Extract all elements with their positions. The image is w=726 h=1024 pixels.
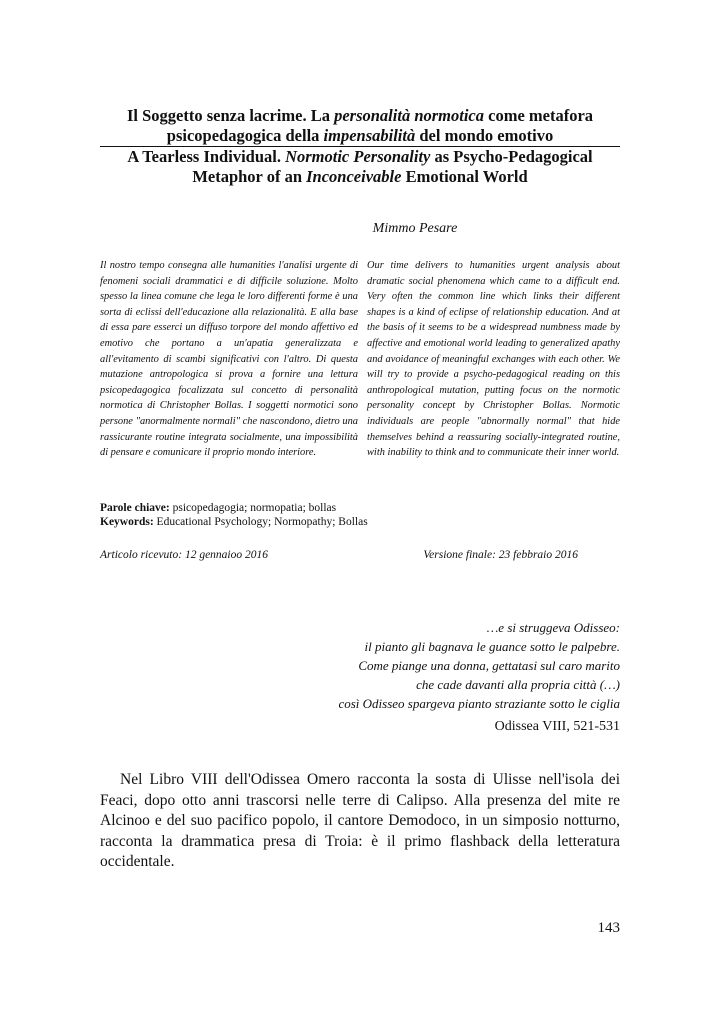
title-en-part1: A Tearless Individual. (127, 147, 286, 166)
epigraph-source: Odissea VIII, 521-531 (494, 719, 620, 734)
keywords-en-label: Keywords: (100, 516, 154, 528)
title-en-part3: as Psycho-Pedagogical (430, 147, 593, 166)
keywords-it-label: Parole chiave: (100, 502, 170, 514)
epigraph-line: il pianto gli bagnava le guance sotto le palpebre. (364, 639, 620, 654)
title-en-part4: Metaphor of an (192, 167, 307, 186)
article-dates (100, 548, 578, 563)
date-final: Versione finale: 23 febbraio 2016 (423, 549, 578, 561)
abstract-italian: Il nostro tempo consegna alle humanities l'analisi urgente di fenomeni sociali drammatici e di difficile soluzione. Molto spesso la linea comune che lega le loro differenti forme è una sorta di eclissi dell'educazione alla relazionalità. E alla base di essa pare esserci un diffuso torpore del mondo affettivo ed emotivo che portano a un'apatia generalizzata e all'evitamento di scambi significativi con l'altro. Di questa mutazione antropologica si prova a fornire una lettura psicopedagogica focalizzata sul concetto di personalità normotica di Christopher Bollas. I soggetti normotici sono persone "anormalmente normali" che nascondono, dietro una rassicurante routine integrata socialmente, una impossibilità di pensare e comunicare il proprio mondo interiore. (100, 260, 358, 459)
abstract-english: Our time delivers to humanities urgent analysis about dramatic social phenomena which came to a difficult end. Very often the common line which links their different shapes is a kind of eclipse of relationship education. And at the basis of it seems to be a widespread numbness made by affective and emotional world leading to generalized apathy and avoidance of meaningful exchanges with each other. We will try to provide a psycho-pedagogical reading on this anthropological mutation, putting focus on the normotic personality concept by Christopher Bollas. Normotic individuals are people "abnormally normal" that hide themselves behind a reassuring socially-integrated routine, with inability to think and to communicate their inner world. (367, 260, 620, 459)
title-italian (100, 106, 620, 146)
title-it-part6: del mondo emotivo (415, 126, 554, 145)
title-en-part6: Emotional World (401, 167, 528, 186)
author-name: Mimmo Pesare (372, 221, 458, 236)
date-received: Articolo ricevuto: 12 gennaioo 2016 (100, 549, 268, 561)
body-paragraph: Nel Libro VIII dell'Odissea Omero racconta la sosta di Ulisse nell'isola dei Feaci, dopo otto anni trascorsi nelle terre di Calipso. Alla presenza del mite re Alcinoo e del suo pacifico popolo, il cantore Demodoco, in un simposio notturno, racconta la drammatica presa di Troia: è il primo flashback della letteratura occidentale. (100, 771, 620, 870)
title-en-emphasis2: Inconceivable (306, 167, 402, 186)
epigraph-line: così Odisseo spargeva pianto straziante sotto le ciglia (338, 696, 620, 711)
keywords-english (100, 515, 620, 530)
title-en-emphasis1: Normotic Personality (285, 147, 431, 166)
epigraph-line: Come piange una donna, gettatasi sul caro marito (358, 658, 620, 673)
title-it-emphasis1: personalità normotica (334, 106, 484, 125)
page-number: 143 (597, 920, 620, 936)
keywords-italian (100, 501, 620, 516)
title-english (100, 147, 620, 187)
title-it-part1: Il Soggetto senza lacrime. La (126, 106, 335, 125)
title-it-emphasis2: impensabilità (323, 126, 416, 145)
epigraph (220, 618, 620, 713)
keywords-it-value: psicopedagogia; normopatia; bollas (169, 502, 337, 514)
title-it-part4: psicopedagogica della (166, 126, 324, 145)
keywords-en-value: Educational Psychology; Normopathy; Bollas (153, 516, 368, 528)
epigraph-line: …e si struggeva Odisseo: (486, 620, 620, 635)
title-it-part3: come metafora (484, 106, 594, 125)
epigraph-line: che cade davanti alla propria città (…) (416, 677, 620, 692)
